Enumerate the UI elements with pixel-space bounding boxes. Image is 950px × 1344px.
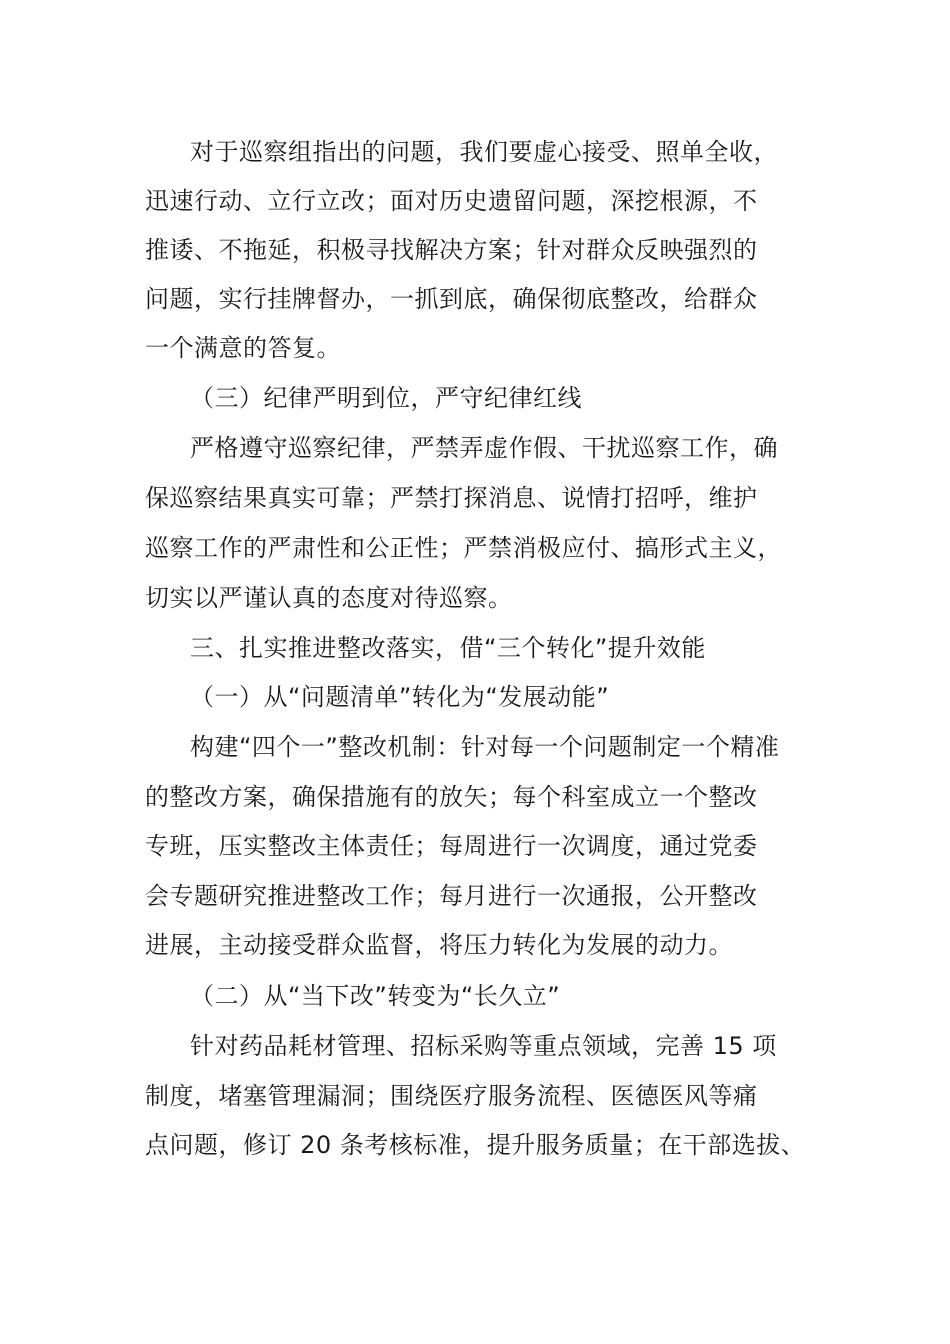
paragraph-line: 严格遵守巡察纪律，严禁弄虚作假、干扰巡察工作，确 bbox=[190, 434, 778, 462]
paragraph-line: 的整改方案，确保措施有的放矢；每个科室成立一个整改 bbox=[145, 783, 758, 811]
section-heading: （三）纪律严明到位，严守纪律红线 bbox=[190, 384, 582, 412]
paragraph-line: 迅速行动、立行立改；面对历史遗留问题，深挖根源，不 bbox=[145, 187, 758, 215]
paragraph-line: 切实以严谨认真的态度对待巡察。 bbox=[145, 584, 513, 612]
section-heading: （一）从“问题清单”转化为“发展动能” bbox=[190, 683, 610, 711]
paragraph-line: 制度，堵塞管理漏洞；围绕医疗服务流程、医德医风等痛 bbox=[145, 1082, 758, 1110]
paragraph-line: 专班，压实整改主体责任；每周进行一次调度，通过党委 bbox=[145, 832, 758, 860]
paragraph-line: 对于巡察组指出的问题，我们要虚心接受、照单全收， bbox=[190, 138, 778, 166]
paragraph-line: 保巡察结果真实可靠；严禁打探消息、说情打招呼，维护 bbox=[145, 484, 758, 512]
section-heading: （二）从“当下改”转变为“长久立” bbox=[190, 982, 561, 1010]
paragraph-line: 一个满意的答复。 bbox=[145, 334, 341, 362]
paragraph-line: 进展，主动接受群众监督，将压力转化为发展的动力。 bbox=[145, 931, 733, 959]
paragraph-line: 推诿、不拖延，积极寻找解决方案；针对群众反映强烈的 bbox=[145, 236, 758, 264]
paragraph-line: 点问题，修订 20 条考核标准，提升服务质量；在干部选拔、 bbox=[145, 1131, 806, 1159]
chapter-heading: 三、扎实推进整改落实，借“三个转化”提升效能 bbox=[190, 634, 706, 662]
paragraph-line: 巡察工作的严肃性和公正性；严禁消极应付、搞形式主义， bbox=[145, 534, 782, 562]
paragraph-line: 构建“四个一”整改机制：针对每一个问题制定一个精准 bbox=[190, 733, 780, 761]
paragraph-line: 会专题研究推进整改工作；每月进行一次通报，公开整改 bbox=[145, 882, 758, 910]
paragraph-line: 针对药品耗材管理、招标采购等重点领域，完善 15 项 bbox=[190, 1032, 777, 1060]
paragraph-line: 问题，实行挂牌督办，一抓到底，确保彻底整改，给群众 bbox=[145, 285, 758, 313]
